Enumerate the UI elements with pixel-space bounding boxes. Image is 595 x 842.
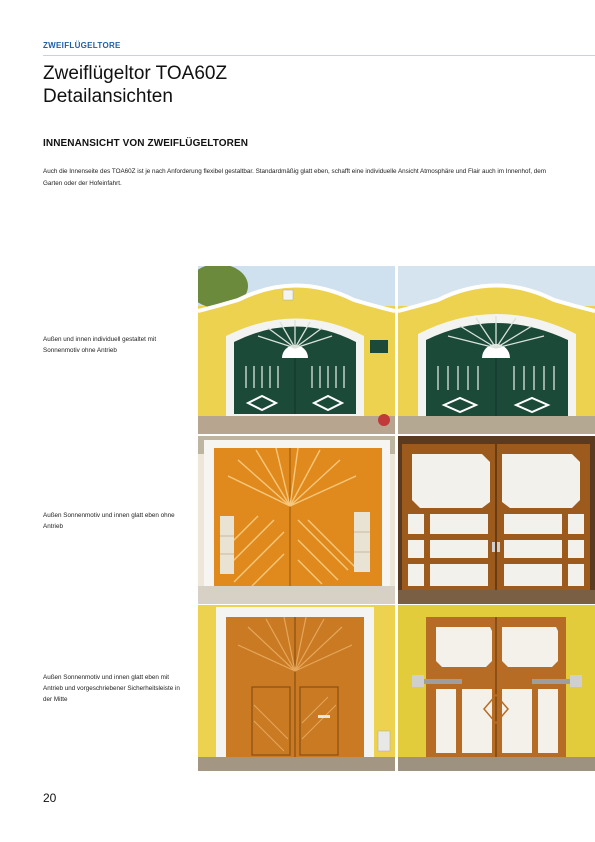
section-label: ZWEIFLÜGELTORE xyxy=(43,41,121,50)
photo-gate-outside-wood-image xyxy=(198,436,395,604)
photo-gate-inside-wood-operator-image xyxy=(398,605,595,771)
photo-gate-outside-wood-panels-image xyxy=(198,605,395,771)
header-rule xyxy=(43,55,595,56)
photo-gate-inside-wood-operator xyxy=(398,605,595,771)
intro-paragraph: Auch die Innenseite des TOA60Z ist je nach Anforderung flexibel gestaltbar. Standardmäßig glatt eben, schafft eine individuelle Ansicht Atmosphäre und Flair auch im Innenhof, dem Garten oder der Hofeinfahrt. xyxy=(43,168,547,187)
page-title xyxy=(43,62,227,108)
page-title-line-1: Zweiflügeltor TOA60Z xyxy=(43,63,228,84)
page-title-line-2: Detailansichten xyxy=(43,86,173,107)
caption-row-1: Außen und innen individuell gestaltet mit Sonnenmotiv ohne Antrieb xyxy=(43,336,157,354)
caption-row-3: Außen Sonnenmotiv und innen glatt eben mit Antrieb und vorgeschriebener Sicherheitsleiste in der Mitte xyxy=(43,674,180,703)
photo-gate-outside-wood xyxy=(198,436,395,604)
photo-gate-inside-wood-smooth xyxy=(398,436,595,604)
section-subheading: INNENANSICHT VON ZWEIFLÜGELTOREN xyxy=(43,138,249,149)
photo-gate-inside-green-image xyxy=(398,266,595,434)
photo-gate-inside-green xyxy=(398,266,595,434)
photo-gate-outside-wood-panels xyxy=(198,605,395,771)
page-number: 20 xyxy=(43,791,57,805)
photo-gate-outside-green-image xyxy=(198,266,395,434)
photo-gate-outside-green xyxy=(198,266,395,434)
photo-gate-inside-wood-smooth-image xyxy=(398,436,595,604)
caption-row-2: Außen Sonnenmotiv und innen glatt eben ohne Antrieb xyxy=(43,512,175,530)
